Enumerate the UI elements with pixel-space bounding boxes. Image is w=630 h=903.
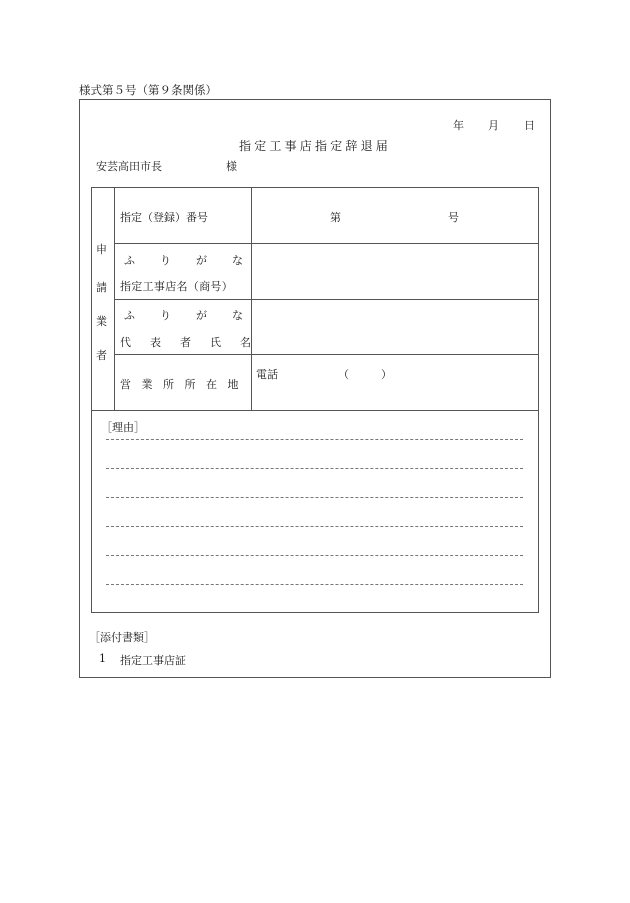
side-label-char: 者 bbox=[96, 349, 107, 362]
attachments-label: ［添付書類］ bbox=[89, 631, 155, 644]
registration-number-suffix: 号 bbox=[448, 211, 459, 224]
company-name-field[interactable] bbox=[253, 245, 537, 298]
representative-name-label: 代表者氏名 bbox=[120, 336, 270, 349]
row-divider bbox=[115, 243, 538, 244]
document-title: 指定工事店指定辞退届 bbox=[239, 139, 392, 153]
registration-number-field[interactable] bbox=[262, 200, 322, 230]
company-name-label: 指定工事店名（商号） bbox=[120, 280, 233, 293]
phone-label: 電話 bbox=[256, 368, 278, 381]
reason-field[interactable] bbox=[104, 430, 524, 590]
date-day: 日 bbox=[524, 119, 535, 132]
row-divider bbox=[115, 354, 538, 355]
date-year: 年 bbox=[453, 119, 464, 132]
registration-number-prefix: 第 bbox=[330, 211, 341, 224]
representative-name-field[interactable] bbox=[253, 300, 537, 353]
office-address-field[interactable] bbox=[253, 382, 537, 409]
phone-paren-open: （ bbox=[338, 368, 349, 381]
addressee-name: 安芸高田市長 bbox=[96, 160, 162, 173]
registration-number-label: 指定（登録）番号 bbox=[120, 211, 208, 224]
phone-paren-close: ） bbox=[381, 368, 392, 381]
office-address-label: 営業所所在地 bbox=[120, 378, 249, 391]
reason-label: ［理由］ bbox=[101, 421, 145, 434]
form-label: 様式第５号（第９条関係） bbox=[79, 83, 217, 97]
date-month: 月 bbox=[488, 119, 499, 132]
side-label-char: 業 bbox=[96, 315, 107, 328]
addressee-honorific: 様 bbox=[226, 160, 237, 173]
reason-divider bbox=[92, 410, 538, 411]
side-label-char: 申 bbox=[96, 243, 107, 256]
attachment-item: 指定工事店証 bbox=[120, 654, 186, 667]
attachment-number: 1 bbox=[99, 652, 106, 665]
company-furigana-label: ふりがな bbox=[124, 254, 268, 267]
representative-furigana-label: ふりがな bbox=[124, 309, 268, 322]
side-label-char: 請 bbox=[96, 281, 107, 294]
